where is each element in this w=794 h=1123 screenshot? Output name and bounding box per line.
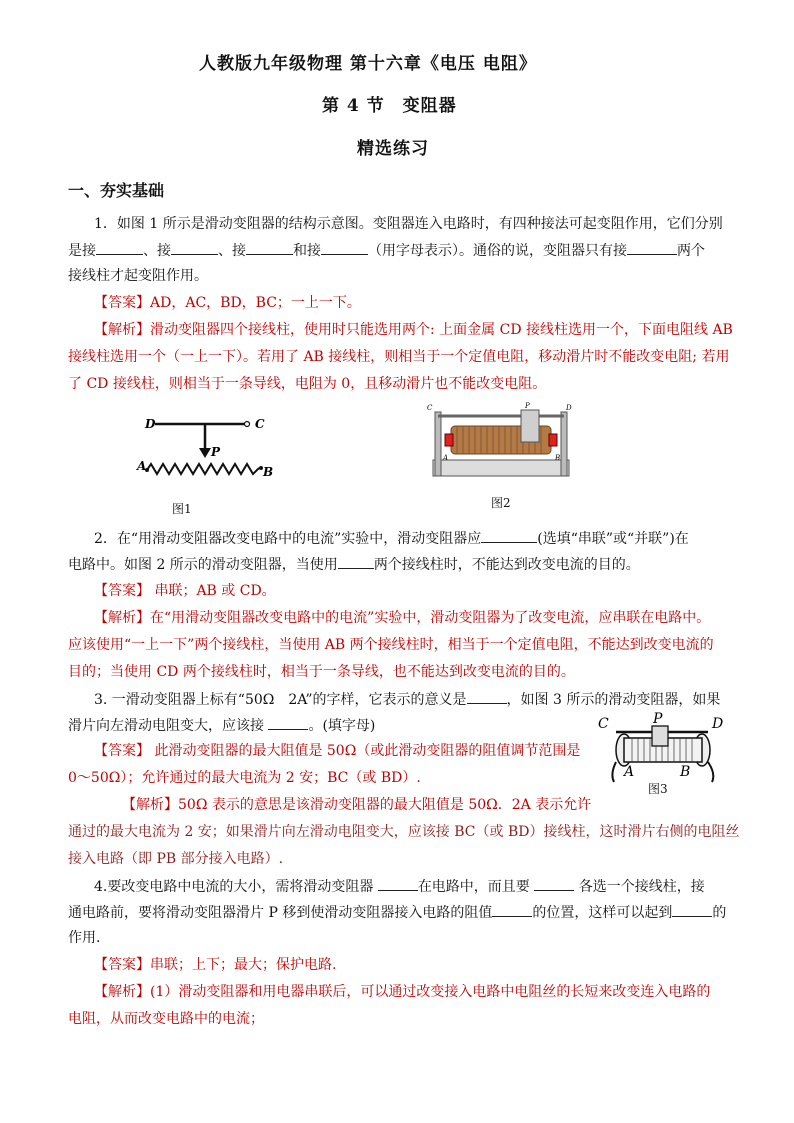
answer-blank: [627, 242, 677, 255]
label-b: B: [555, 454, 561, 462]
q1-text: 、接: [218, 243, 246, 259]
label-d: D: [712, 716, 724, 732]
label-a: A: [624, 764, 635, 780]
section-title: 第 4 节 变阻器: [322, 96, 457, 116]
q2-explain-3: 目的；当使用 CD 两个接线柱时，相当于一条导线，也不能达到改变电流的目的。: [68, 664, 575, 680]
subtitle: 精选练习: [357, 139, 429, 159]
answer-blank: [481, 530, 537, 543]
figure-3-caption: 图3: [648, 782, 668, 796]
answer-blank: [338, 556, 374, 569]
explain-text: 在“用滑动变阻器改变电路中的电流”实验中，滑动变阻器为了改变电流，应串联在电路中。: [150, 610, 711, 626]
explain-text: 滑动变阻器四个接线柱，使用时只能选用两个: 上面金属 CD 接线柱选用一个，下面电阻线 AB: [150, 322, 733, 338]
q2-text: 2．在“用滑动变阻器改变电路中的电流”实验中，滑动变阻器应: [94, 531, 482, 547]
label-p: P: [525, 402, 530, 410]
q4-line1: [94, 878, 705, 895]
doc-title: 人教版九年级物理 第十六章《电压 电阻》: [199, 54, 537, 74]
q2-explain-2: 应该使用“一上一下”两个接线柱，当使用 AB 两个接线柱时，相当于一个定值电阻，不能达到改变电流的: [68, 637, 714, 653]
q3-text: 滑片向左滑动电阻变大，应该接: [68, 718, 269, 734]
q1-text: （用字母表示）。通俗的说，变阻器只有接: [368, 243, 627, 259]
answer-text: 串联；AB 或 CD。: [150, 583, 276, 599]
q1-explain-1: [94, 322, 733, 338]
q3-line2: [68, 717, 375, 734]
q4-text: 通电路前，要将滑动变阻器滑片 P 移到使滑动变阻器接入电路的阻值: [68, 905, 493, 921]
label-a: A: [443, 454, 449, 462]
q3-text: ，如图 3 所示的滑动变阻器，如果: [506, 692, 721, 708]
section-heading: 一、夯实基础: [68, 181, 165, 200]
label-b: B: [680, 764, 691, 780]
q3-answer-2: 0～50Ω）；允许通过的最大电流为 2 安；BC（或 BD）.: [68, 770, 421, 786]
q4-text: 在电路中，而且要: [417, 879, 535, 895]
q2-text: 电路中。如图 2 所示的滑动变阻器，当使用: [68, 557, 338, 573]
q3-answer-1: [94, 743, 580, 759]
label-c: C: [598, 716, 609, 732]
q4-explain-1: [94, 984, 710, 1000]
q2-answer: [94, 583, 276, 599]
q2-text: (选填“串联”或“并联”)在: [537, 531, 689, 547]
explain-tag: 【解析】: [94, 322, 150, 338]
answer-blank: [378, 878, 418, 891]
q3-line1: [94, 691, 720, 708]
q4-explain-2: 电阻，从而改变电路中的电流；: [68, 1011, 264, 1027]
answer-blank: [96, 242, 143, 255]
q1-line3: 接线柱才起变阻作用。: [68, 268, 208, 284]
q1-text: 是接: [68, 243, 96, 259]
q4-text: 的位置，这样可以起到: [532, 905, 673, 921]
q4-line3: 作用.: [68, 930, 101, 946]
explain-tag: 【解析】: [94, 610, 150, 626]
answer-tag: 【答案】: [94, 583, 150, 599]
q1-text: 和接: [293, 243, 321, 259]
answer-text: 串联；上下；最大；保护电路.: [150, 957, 337, 973]
figure-1-rheostat-diagram: [135, 412, 275, 482]
q1-explain-3: 了 CD 接线柱，则相当于一条导线，电阻为 0，且移动滑片也不能改变电阻。: [68, 376, 547, 392]
label-p: P: [211, 445, 221, 459]
q4-line2: [68, 904, 726, 921]
q3-explain-3: 接入电路（即 PB 部分接入电路）.: [68, 851, 284, 867]
figure-2-caption: 图2: [491, 496, 511, 510]
q1-line1: 1．如图 1 所示是滑动变阻器的结构示意图。变阻器连入电路时，有四种接法可起变阻作用，它们分别: [94, 216, 723, 232]
q2-explain-1: [94, 610, 710, 626]
answer-blank: [672, 904, 712, 917]
q4-text: 4.要改变电路中电流的大小，需将滑动变阻器: [94, 879, 378, 895]
answer-blank: [467, 691, 507, 704]
explain-text: 50Ω 表示的意思是该滑动变阻器的最大阻值是 50Ω．2A 表示允许: [178, 797, 592, 813]
answer-blank: [321, 242, 368, 255]
q4-text: 各选一个接线柱，接: [574, 879, 705, 895]
label-c: C: [427, 404, 433, 412]
answer-text: AD，AC，BD，BC；一上一下。: [150, 295, 361, 311]
q2-line2: [68, 556, 640, 573]
answer-tag: 【答案】: [94, 957, 150, 973]
label-b: B: [263, 465, 274, 479]
label-p: P: [653, 712, 663, 727]
label-c: C: [255, 417, 265, 431]
q4-answer: [94, 957, 336, 973]
q2-text: 两个接线柱时，不能达到改变电流的目的。: [373, 557, 640, 573]
q1-text: 、接: [143, 243, 171, 259]
q4-text: 的: [712, 905, 727, 921]
explain-tag: 【解析】: [122, 797, 178, 813]
answer-tag: 【答案】: [94, 743, 150, 759]
q3-explain-2: 通过的最大电流为 2 安；如果滑片向左滑动电阻变大，应该接 BC（或 BD）接线柱，这时滑片右侧的电阻丝: [68, 824, 740, 840]
label-d: D: [145, 417, 156, 431]
q1-text: 两个: [677, 243, 705, 259]
q1-line2: [68, 242, 705, 259]
q1-answer: [94, 295, 361, 311]
q1-explain-2: 接线柱选用一个（一上一下）。若用了 AB 接线柱，则相当于一个定值电阻，移动滑片时不能改变电阻; 若用: [68, 349, 730, 365]
q3-text: 3. 一滑动变阻器上标有“50Ω 2A”的字样，它表示的意义是: [94, 692, 467, 708]
q3-text: 。(填字母): [308, 718, 376, 734]
figure-2-rheostat-photo: [423, 400, 578, 485]
explain-text: (1）滑动变阻器和用电器串联后，可以通过改变接入电路中电阻丝的长短来改变连入电路的: [150, 984, 711, 1000]
label-d: D: [566, 404, 572, 412]
figure-1-caption: 图1: [172, 502, 192, 516]
answer-blank: [246, 242, 293, 255]
answer-tag: 【答案】: [94, 295, 150, 311]
answer-text: 此滑动变阻器的最大阻值是 50Ω（或此滑动变阻器的阻值调节范围是: [150, 743, 581, 759]
answer-blank: [171, 242, 218, 255]
q3-explain-1: [122, 797, 591, 813]
answer-blank: [268, 717, 308, 730]
label-a: A: [137, 459, 147, 473]
answer-blank: [492, 904, 532, 917]
explain-tag: 【解析】: [94, 984, 150, 1000]
answer-blank: [534, 878, 574, 891]
q2-line1: [94, 530, 689, 547]
